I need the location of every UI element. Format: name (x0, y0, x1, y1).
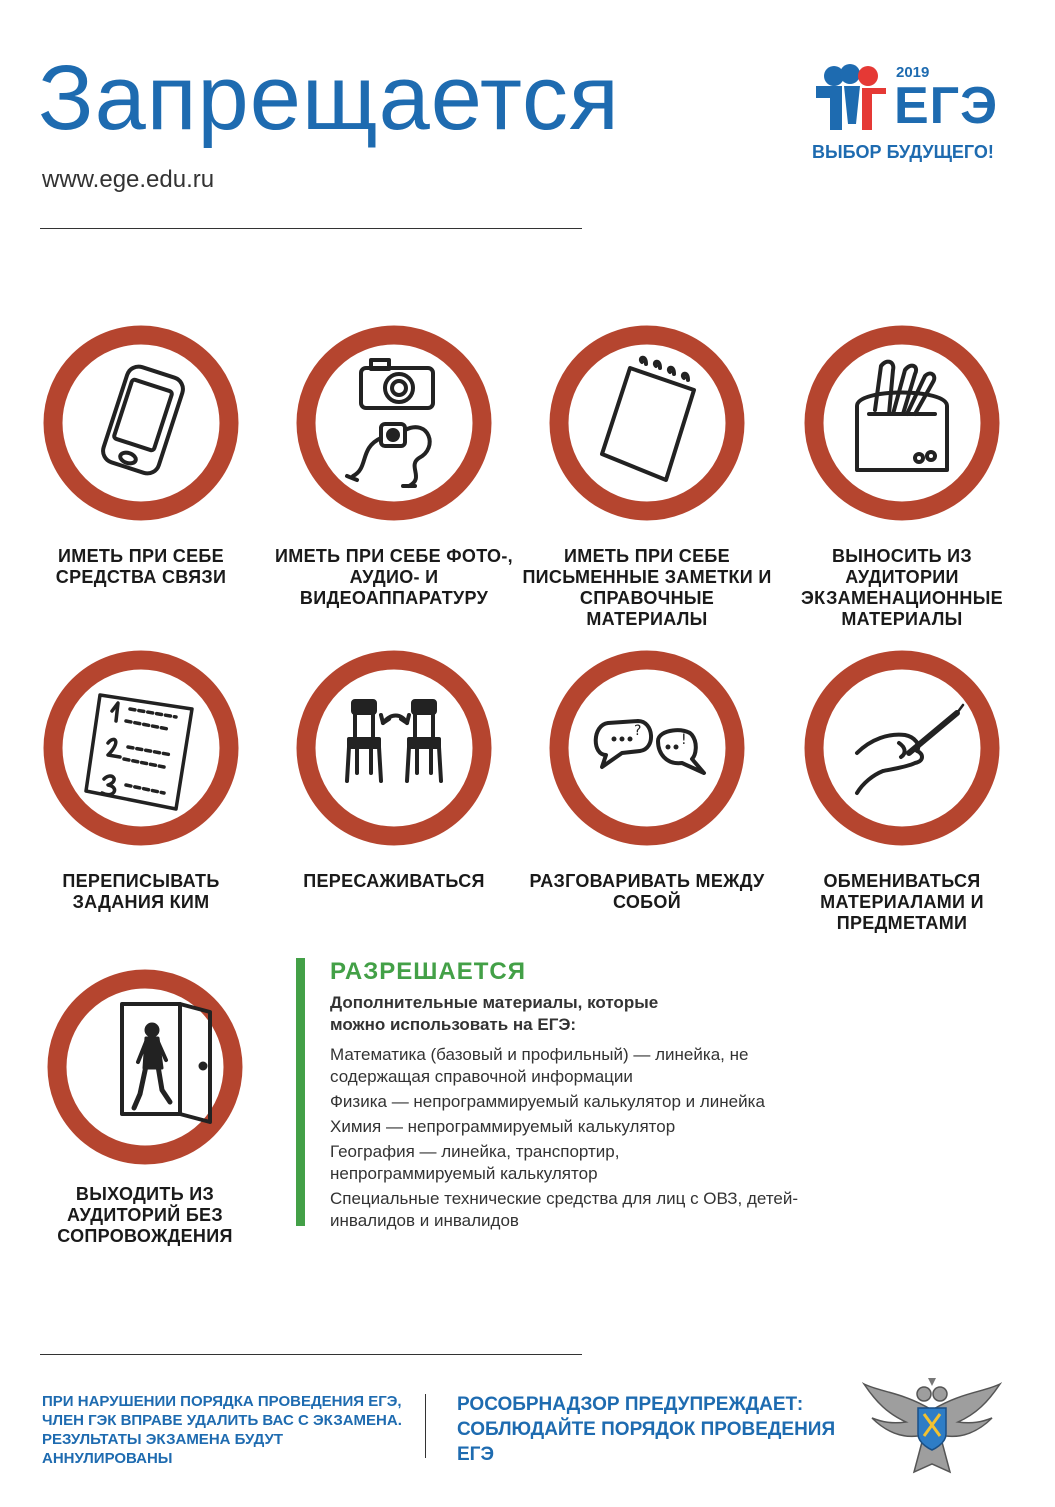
prohibited-label: ПЕРЕПИСЫВАТЬ ЗАДАНИЯ КИМ (62, 871, 220, 912)
exam-sheet-icon (36, 643, 246, 853)
footer-separator (425, 1394, 426, 1458)
eagle-emblem-icon (862, 1372, 1002, 1482)
hand-pen-icon (797, 643, 1007, 853)
list-item: География — линейка, транспортир, непрограммируемый калькулятор (330, 1142, 620, 1183)
phone-icon (36, 318, 246, 528)
page-title: Запрещается (38, 47, 620, 149)
prohibited-item (20, 962, 270, 1247)
chairs-icon (289, 643, 499, 853)
allowed-list (330, 1044, 850, 1235)
prohibited-item (777, 643, 1027, 934)
rosobrnadzor-emblem (862, 1372, 1002, 1482)
prohibited-item (522, 643, 772, 913)
list-item: Специальные технические средства для лиц с ОВЗ, детей-инвалидов и инвалидов (330, 1189, 799, 1230)
ege-logo (812, 60, 1012, 170)
prohibited-label: ПЕРЕСАЖИВАТЬСЯ (303, 871, 485, 891)
svg-text:!: ! (681, 732, 687, 748)
speech-bubbles-icon (542, 643, 752, 853)
camera-audio-icon (289, 318, 499, 528)
allowed-intro: Дополнительные материалы, которые можно использовать на ЕГЭ: (330, 993, 659, 1034)
prohibited-label: ВЫХОДИТЬ ИЗ АУДИТОРИЙ БЕЗ СОПРОВОЖДЕНИЯ (57, 1184, 233, 1246)
footer-warning: ПРИ НАРУШЕНИИ ПОРЯДКА ПРОВЕДЕНИЯ ЕГЭ, ЧЛЕН ГЭК ВПРАВЕ УДАЛИТЬ ВАС С ЭКЗАМЕНА. РЕЗУЛЬТАТЫ ЭКЗАМЕНА БУДУТ АННУЛИРОВАНЫ (42, 1393, 402, 1467)
prohibited-label: РАЗГОВАРИВАТЬ МЕЖДУ СОБОЙ (529, 871, 765, 912)
prohibited-item (522, 318, 772, 630)
prohibited-item (269, 643, 519, 892)
allowed-accent-bar (296, 958, 305, 1226)
bag-icon (797, 318, 1007, 528)
prohibited-label: ИМЕТЬ ПРИ СЕБЕ СРЕДСТВА СВЯЗИ (55, 546, 227, 587)
header-divider (40, 228, 582, 229)
logo-year: 2019 (896, 64, 930, 81)
footer-divider (40, 1354, 582, 1355)
logo-slogan: ВЫБОР БУДУЩЕГО! (812, 142, 994, 162)
footer-notice: РОСОБРНАДЗОР ПРЕДУПРЕЖДАЕТ: СОБЛЮДАЙТЕ ПОРЯДОК ПРОВЕДЕНИЯ ЕГЭ (457, 1394, 836, 1465)
prohibited-item (16, 318, 266, 588)
website-link[interactable]: www.ege.edu.ru (42, 166, 215, 193)
prohibited-item (269, 318, 519, 609)
svg-text:?: ? (634, 723, 642, 739)
list-item: Физика — непрограммируемый калькулятор и линейка (330, 1092, 765, 1111)
notepad-icon (542, 318, 752, 528)
prohibited-label: ОБМЕНИВАТЬСЯ МАТЕРИАЛАМИ И ПРЕДМЕТАМИ (820, 871, 984, 933)
prohibited-item (777, 318, 1027, 630)
list-item: Химия — непрограммируемый калькулятор (330, 1117, 676, 1136)
logo-name: ЕГЭ (894, 77, 999, 135)
list-item: Математика (базовый и профильный) — линейка, не содержащая справочной информации (330, 1045, 749, 1086)
allowed-heading: РАЗРЕШАЕТСЯ (330, 958, 526, 985)
prohibited-label: ВЫНОСИТЬ ИЗ АУДИТОРИИ ЭКЗАМЕНАЦИОННЫЕ МАТЕРИАЛЫ (801, 546, 1003, 629)
prohibited-label: ИМЕТЬ ПРИ СЕБЕ ФОТО-, АУДИО- И ВИДЕОАППАРАТУРУ (275, 546, 513, 608)
ege-people-icon (812, 64, 892, 134)
prohibited-label: ИМЕТЬ ПРИ СЕБЕ ПИСЬМЕННЫЕ ЗАМЕТКИ И СПРАВОЧНЫЕ МАТЕРИАЛЫ (522, 546, 772, 629)
door-exit-icon (40, 962, 250, 1172)
prohibited-item (16, 643, 266, 913)
